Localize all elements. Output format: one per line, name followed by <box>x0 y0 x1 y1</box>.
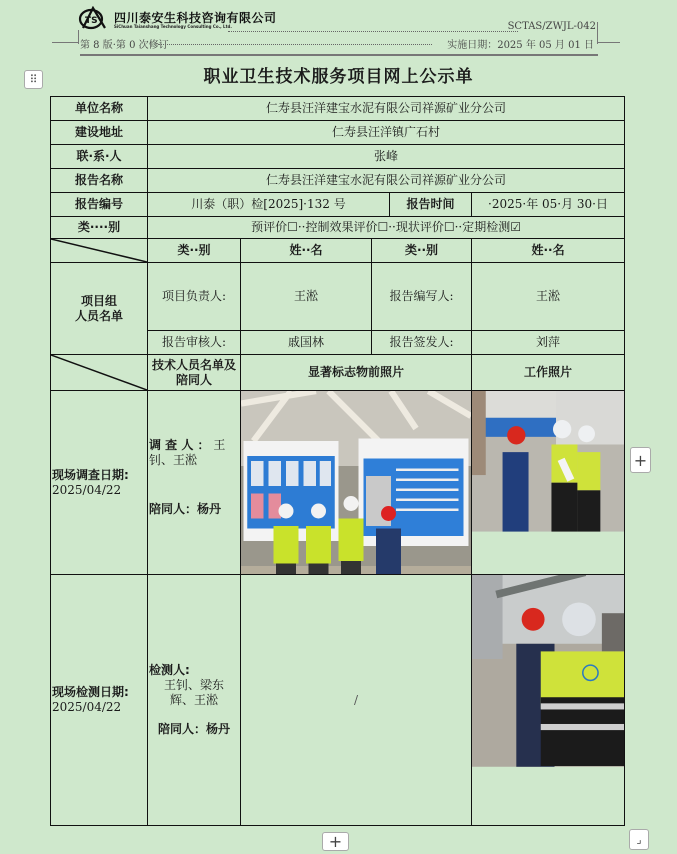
contact-label: 联·系·人 <box>51 145 148 169</box>
report-time-label: 报告时间 <box>390 193 472 217</box>
table-row <box>51 575 625 826</box>
issuer-label: 报告签发人: <box>372 331 472 355</box>
col-type-header: 类··别 <box>372 239 472 263</box>
table-row <box>51 97 625 121</box>
add-row-button[interactable] <box>322 832 349 851</box>
col-type-header: 类··别 <box>148 239 241 263</box>
col-name-header: 姓··名 <box>241 239 372 263</box>
drag-handle-button[interactable] <box>24 70 43 89</box>
add-column-button[interactable] <box>630 447 651 473</box>
survey-date-label: 现场调查日期: <box>52 467 129 482</box>
header-rule <box>598 42 620 43</box>
company-name-en: SiChuan Taianshang Technology Consulting Co., Ltd. <box>114 24 232 29</box>
report-time-value: ·2025·年 05·月 30·日 <box>472 193 625 217</box>
project-lead-name: 王淞 <box>241 263 372 331</box>
announcement-table <box>50 96 625 826</box>
survey-date-cell <box>51 391 148 575</box>
table-row <box>51 263 625 331</box>
landmark-photo-detect-empty: / <box>241 575 472 826</box>
table-row <box>51 217 625 239</box>
table-row <box>51 169 625 193</box>
report-no-label: 报告编号 <box>51 193 148 217</box>
diagonal-line <box>51 239 147 262</box>
detect-date-label: 现场检测日期: <box>52 685 129 699</box>
work-photo-detect <box>472 575 625 826</box>
work-photo-survey <box>472 391 625 575</box>
revision-info: 第 8 版·第 0 次修订 <box>80 40 169 51</box>
col-landmark-header: 显著标志物前照片 <box>241 355 472 391</box>
landmark-photo-survey <box>241 391 472 575</box>
team-section-label <box>51 263 148 355</box>
survey-staff-names: 王钊、王淞 <box>149 438 226 467</box>
work-photo-image <box>472 575 624 767</box>
svg-text:TS: TS <box>85 16 98 26</box>
team-label-line1: 项目组 <box>80 293 117 308</box>
survey-staff-cell <box>148 391 241 575</box>
company-name-cn: 四川泰安生科技咨询有限公司 <box>114 11 277 25</box>
unit-name-label: 单位名称 <box>51 97 148 121</box>
table-row <box>51 121 625 145</box>
table-row <box>51 193 625 217</box>
col-work-header: 工作照片 <box>472 355 625 391</box>
contact-value: 张峰 <box>148 145 625 169</box>
reviewer-name: 戚国林 <box>241 331 372 355</box>
leader-dots <box>228 28 518 32</box>
report-name-label: 报告名称 <box>51 169 148 193</box>
table-row <box>51 145 625 169</box>
address-value: 仁寿县汪洋镇广石村 <box>148 121 625 145</box>
survey-date-value: 2025/04/22 <box>52 482 122 497</box>
report-writer-name: 王淞 <box>472 263 625 331</box>
landmark-photo-image <box>241 391 471 575</box>
table-row <box>51 391 625 575</box>
detect-staff-cell <box>148 575 241 826</box>
survey-staff-label: 调 查 人 ： <box>149 438 210 452</box>
team-label-line2: 人员名单 <box>74 308 123 323</box>
col-staff-header: 技术人员名单及陪同人 <box>148 355 241 391</box>
table-row <box>51 239 625 263</box>
address-label: 建设地址 <box>51 121 148 145</box>
page-title: 职业卫生技术服务项目网上公示单 <box>203 67 474 87</box>
detect-staff-names: 王钊、梁东辉、王淞 <box>163 678 224 707</box>
header-rule <box>78 30 79 44</box>
header-divider <box>80 54 598 56</box>
survey-escort: 陪同人：杨丹 <box>149 502 222 516</box>
document-code: SCTAS/ZWJL-042 <box>507 21 596 32</box>
category-options: 预评价☐··控制效果评价☐··现状评价☐··定期检测☑ <box>148 217 625 239</box>
document-header <box>78 6 598 56</box>
table-row <box>51 355 625 391</box>
issuer-name: 刘萍 <box>472 331 625 355</box>
header-rule <box>597 22 598 44</box>
report-name-value: 仁寿县汪洋建宝水泥有限公司祥源矿业分公司 <box>148 169 625 193</box>
reviewer-label: 报告审核人: <box>148 331 241 355</box>
resize-icon: ⌟ <box>636 833 642 846</box>
project-lead-label: 项目负责人: <box>148 263 241 331</box>
unit-name-value: 仁寿县汪洋建宝水泥有限公司祥源矿业分公司 <box>148 97 625 121</box>
detect-date-cell <box>51 575 148 826</box>
detect-date-value: 2025/04/22 <box>52 700 122 714</box>
col-name-header: 姓··名 <box>472 239 625 263</box>
detect-staff-label: 检测人: <box>149 663 190 677</box>
resize-table-button[interactable] <box>629 829 649 850</box>
report-writer-label: 报告编写人: <box>372 263 472 331</box>
report-no-value: 川泰（职）检[2025]·132 号 <box>148 193 390 217</box>
plus-icon: + <box>328 832 343 851</box>
detect-escort: 陪同人：杨丹 <box>157 722 230 736</box>
leader-dots <box>158 44 432 45</box>
diagonal-header-cell <box>51 239 148 263</box>
diagonal-line <box>51 355 147 390</box>
header-rule <box>52 42 78 43</box>
category-label: 类····别 <box>51 217 148 239</box>
work-photo-image <box>472 391 624 532</box>
drag-handle-icon: ⠿ <box>29 73 38 86</box>
plus-icon: + <box>633 450 648 470</box>
diagonal-header-cell <box>51 355 148 391</box>
company-logo-icon <box>78 6 108 30</box>
effective-date: 实施日期：2025 年 05 月 01 日 <box>447 40 594 51</box>
